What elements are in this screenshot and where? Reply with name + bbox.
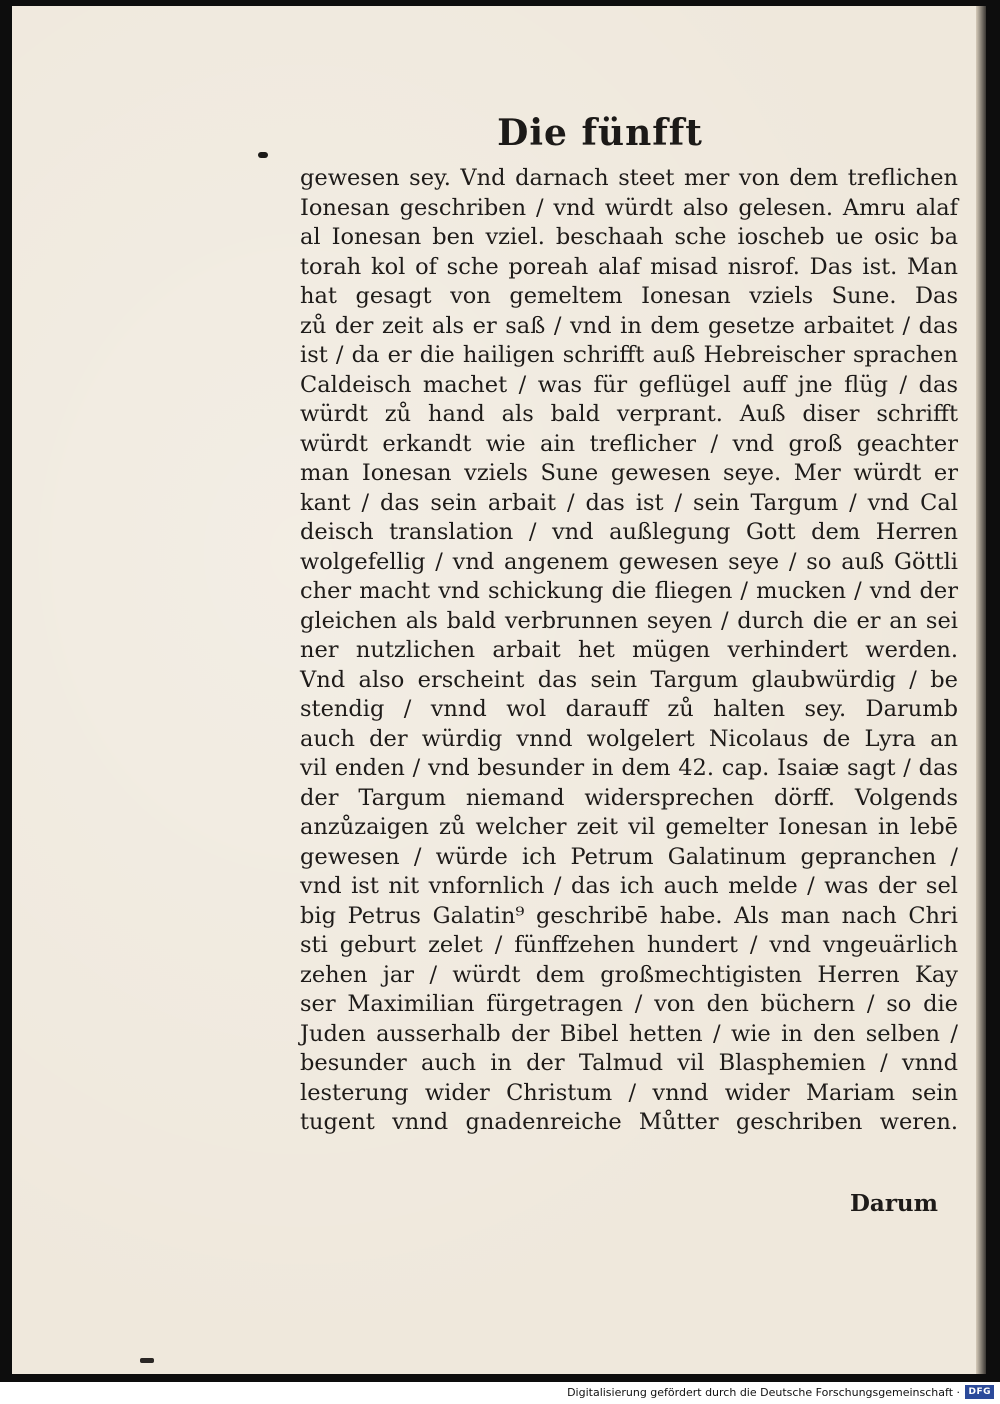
text-line: tugent vnnd gnadenreiche Můtter geschriben weren.	[300, 1109, 958, 1135]
ink-mark-bottom	[140, 1358, 154, 1363]
text-line: man Ionesan vziels Sune gewesen seye. Mer würdt er	[300, 460, 958, 486]
text-line: auch der würdig vnnd wolgelert Nicolaus de Lyra an	[300, 725, 958, 752]
footer-credit: Digitalisierung gefördert durch die Deutsche Forschungsgemeinschaft ·	[567, 1386, 960, 1399]
text-line: cher macht vnd schickung die fliegen / mucken / vnd der	[300, 578, 958, 604]
text-line: Juden ausserhalb der Bibel hetten / wie in den selben /	[300, 1020, 958, 1047]
text-line: wolgefellig / vnd angenem gewesen seye / so auß Göttli	[300, 548, 958, 575]
ink-mark	[258, 152, 268, 158]
text-line: al Ionesan ben vziel. beschaah sche ioscheb ue osic ba	[300, 224, 958, 250]
text-line: anzůzaigen zů welcher zeit vil gemelter Ionesan in lebē	[300, 814, 958, 840]
text-line: Ionesan geschriben / vnd würdt also gelesen. Amru alaf	[300, 194, 958, 221]
text-line: gleichen als bald verbrunnen seyen / durch die er an sei	[300, 607, 958, 634]
text-line: zů der zeit als er saß / vnd in dem gesetze arbaitet / das	[300, 312, 958, 339]
text-line: ser Maximilian fürgetragen / von den büchern / so die	[300, 991, 958, 1017]
dfg-logo: DFG	[965, 1385, 994, 1399]
text-line: würdt erkandt wie ain treflicher / vnd groß geachter	[300, 430, 958, 457]
text-line: besunder auch in der Talmud vil Blasphemien / vnnd	[300, 1050, 958, 1076]
text-line: der Targum niemand widersprechen dörff. Volgends	[300, 784, 958, 811]
text-line: stendig / vnnd wol darauff zů halten sey. Darumb	[300, 696, 958, 722]
text-line: torah kol of sche poreah alaf misad nisrof. Das ist. Man	[300, 253, 958, 280]
text-line: ist / da er die hailigen schrifft auß Hebreischer sprachen	[300, 342, 958, 368]
text-line: gewesen / würde ich Petrum Galatinum gepranchen /	[300, 843, 958, 870]
text-line: Caldeisch machet / was für geflügel auff jne flüg / das	[300, 371, 958, 398]
page-edge	[976, 6, 986, 1374]
text-line: sti geburt zelet / fünffzehen hundert / vnd vngeuärlich	[300, 932, 958, 958]
text-line: gewesen sey. Vnd darnach steet mer von dem treflichen	[300, 165, 958, 191]
catchword: Darum	[849, 1190, 938, 1217]
text-line: würdt zů hand als bald verprant. Auß diser schrifft	[300, 401, 958, 427]
text-line: deisch translation / vnd außlegung Gott dem Herren	[300, 519, 958, 545]
text-line: Vnd also erscheint das sein Targum glaubwürdig / be	[300, 666, 958, 693]
text-line: ner nutzlichen arbait het mügen verhindert werden.	[300, 637, 958, 663]
text-line: zehen jar / würdt dem großmechtigisten Herren Kay	[300, 961, 958, 988]
text-line: vnd ist nit vnfornlich / das ich auch melde / was der sel	[300, 873, 958, 899]
text-line: big Petrus Galatin⁹ geschribē habe. Als man nach Chri	[300, 902, 958, 929]
text-line: kant / das sein arbait / das ist / sein Targum / vnd Cal	[300, 489, 958, 516]
footer	[0, 1382, 1000, 1404]
page-header: Die fünfft	[497, 112, 703, 154]
text-line: hat gesagt von gemeltem Ionesan vziels Sune. Das	[300, 283, 958, 309]
body-text	[300, 164, 958, 1138]
text-line: vil enden / vnd besunder in dem 42. cap. Isaiæ sagt / das	[300, 755, 958, 781]
text-line: lesterung wider Christum / vnnd wider Mariam sein	[300, 1079, 958, 1106]
